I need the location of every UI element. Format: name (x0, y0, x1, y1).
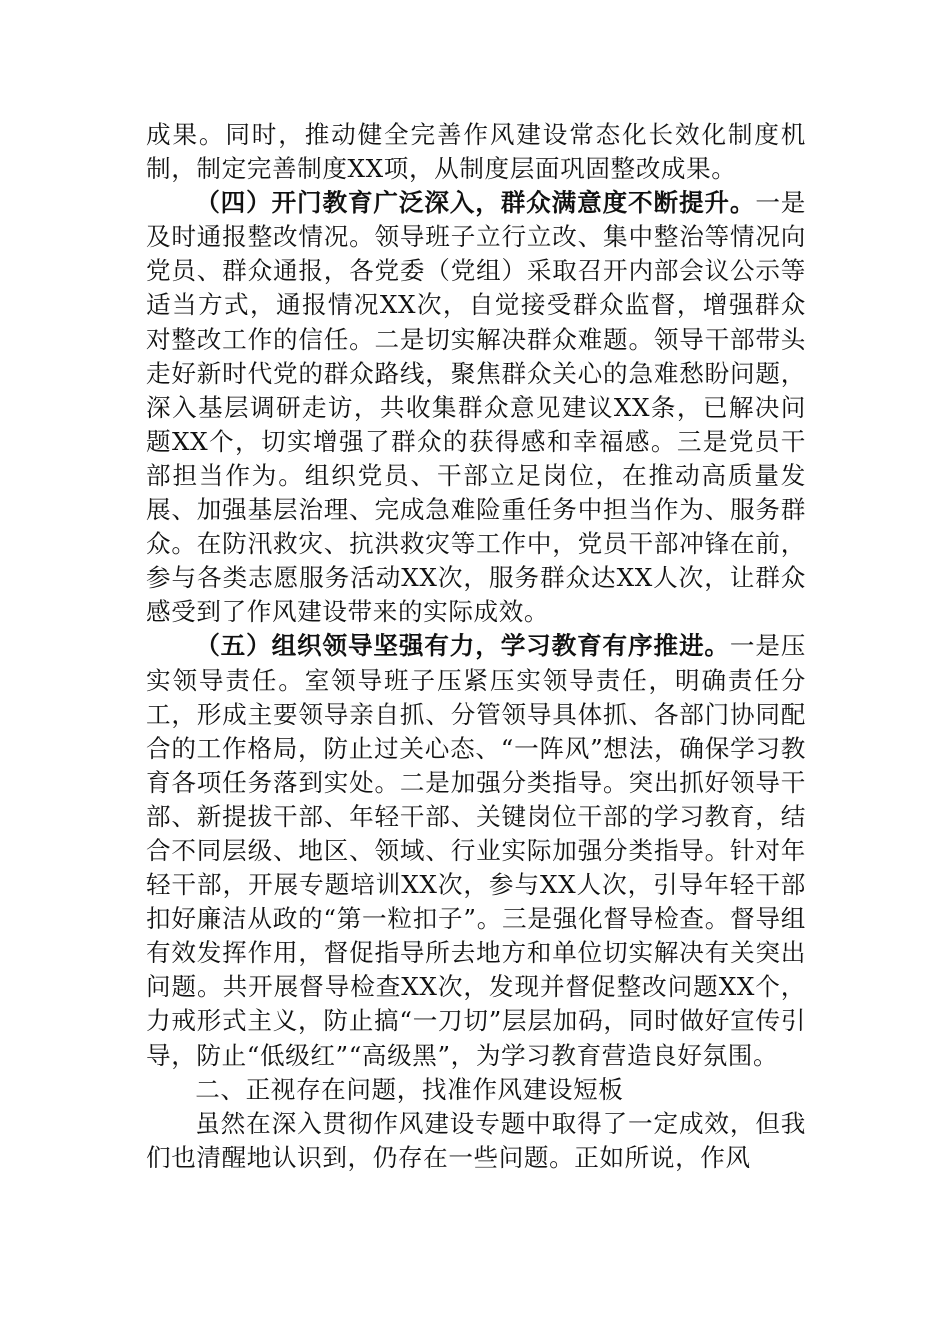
section-5-body: 一是压实领导责任。室领导班子压紧压实领导责任，明确责任分工，形成主要领导亲自抓、分管领导具体抓、各部门协同配合的工作格局，防止过关心态、“一阵风”想法，确保学习教育各项任务落到实处。二是加强分类指导。突出抓好领导干部、新提拔干部、年轻干部、关键岗位干部的学习教育，结合不同层级、地区、领域、行业实际加强分类指导。针对年轻干部，开展专题培训XX次，参与XX人次，引导年轻干部扣好廉洁从政的“第一粒扣子”。三是强化督导检查。督导组有效发挥作用，督促指导所去地方和单位切实解决有关突出问题。共开展督导检查XX次，发现并督促整改问题XX个，力戒形式主义，防止搞“一刀切”层层加码，同时做好宣传引导，防止“低级红”“高级黑”，为学习教育营造良好氛围。 (146, 631, 806, 1070)
section-heading-2: 二、正视存在问题，找准作风建设短板 (195, 1074, 624, 1104)
paragraph-continuation (146, 118, 806, 186)
paragraph-section-4 (146, 186, 806, 629)
section-4-lead: （四）开门教育广泛深入，群众满意度不断提升。 (195, 188, 756, 218)
section-4-body: 一是及时通报整改情况。领导班子立行立改、集中整治等情况向党员、群众通报，各党委（党组）采取召开内部会议公示等适当方式，通报情况XX次，自觉接受群众监督，增强群众对整改工作的信任。二是切实解决群众难题。领导干部带头走好新时代党的群众路线，聚焦群众关心的急难愁盼问题，深入基层调研走访，共收集群众意见建议XX条，已解决问题XX个，切实增强了群众的获得感和幸福感。三是党员干部担当作为。组织党员、干部立足岗位，在推动高质量发展、加强基层治理、完成急难险重任务中担当作为、服务群众。在防汛救灾、抗洪救灾等工作中，党员干部冲锋在前，参与各类志愿服务活动XX次，服务群众达XX人次，让群众感受到了作风建设带来的实际成效。 (146, 188, 806, 627)
paragraph-section-5 (146, 629, 806, 1072)
intro-2-body: 虽然在深入贯彻作风建设专题中取得了一定成效，但我们也清醒地认识到，仍存在一些问题。正如所说，作风 (146, 1108, 806, 1172)
paragraph-text: 成果。同时，推动健全完善作风建设常态化长效化制度机制，制定完善制度XX项，从制度层面巩固整改成果。 (146, 120, 806, 184)
document-page (146, 118, 806, 1175)
paragraph-intro-2 (146, 1107, 806, 1175)
section-5-lead: （五）组织领导坚强有力，学习教育有序推进。 (195, 631, 730, 661)
